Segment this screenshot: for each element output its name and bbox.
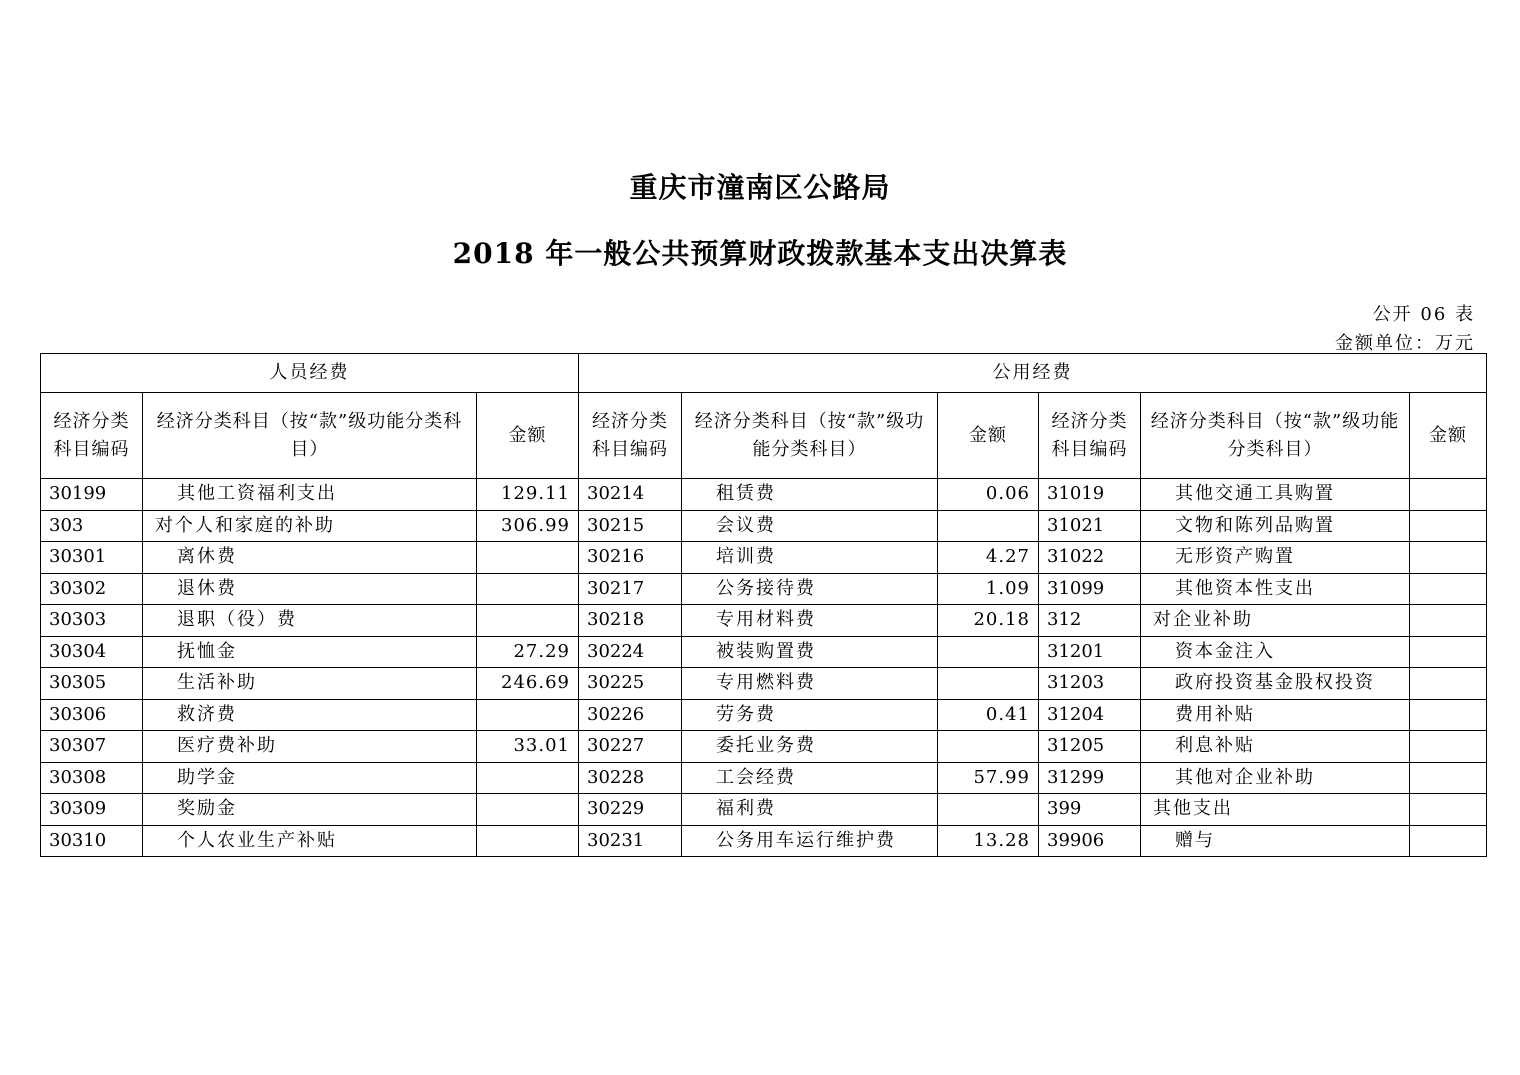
header-code: 经济分类科目编码 [579,393,682,479]
cell-code: 30301 [41,542,143,574]
cell-code: 30226 [579,699,682,731]
cell-name: 救济费 [143,699,477,731]
cell-amount: 27.29 [477,636,579,668]
cell-name: 文物和陈列品购置 [1141,510,1410,542]
cell-code: 30217 [579,573,682,605]
cell-code: 30308 [41,762,143,794]
table-row [41,794,1487,826]
cell-name: 费用补贴 [1141,699,1410,731]
cell-amount [477,542,579,574]
cell-amount: 129.11 [477,479,579,511]
cell-amount [477,794,579,826]
cell-name: 抚恤金 [143,636,477,668]
cell-amount [1410,731,1487,763]
cell-name: 其他支出 [1141,794,1410,826]
cell-code: 30309 [41,794,143,826]
cell-name: 奖励金 [143,794,477,826]
cell-amount: 246.69 [477,668,579,700]
cell-name: 对企业补助 [1141,605,1410,637]
cell-amount [1410,825,1487,857]
cell-code: 31203 [1039,668,1141,700]
cell-code: 31099 [1039,573,1141,605]
cell-amount [1410,573,1487,605]
cell-name: 利息补贴 [1141,731,1410,763]
cell-amount [938,636,1039,668]
section-personnel: 人员经费 [41,354,579,393]
cell-name: 租赁费 [682,479,938,511]
cell-amount: 4.27 [938,542,1039,574]
cell-code: 31299 [1039,762,1141,794]
section-public: 公用经费 [579,354,1487,393]
cell-amount [1410,479,1487,511]
report-title: 2018 年一般公共预算财政拨款基本支出决算表 [452,237,1068,270]
table-row [41,605,1487,637]
cell-code: 30305 [41,668,143,700]
cell-code: 31205 [1039,731,1141,763]
cell-name: 生活补助 [143,668,477,700]
cell-code: 399 [1039,794,1141,826]
cell-code: 30228 [579,762,682,794]
cell-name: 会议费 [682,510,938,542]
cell-code: 31022 [1039,542,1141,574]
cell-code: 30227 [579,731,682,763]
cell-name: 政府投资基金股权投资 [1141,668,1410,700]
cell-name: 医疗费补助 [143,731,477,763]
cell-amount [938,731,1039,763]
cell-amount [938,668,1039,700]
cell-name: 退休费 [143,573,477,605]
cell-amount [1410,699,1487,731]
cell-amount [938,794,1039,826]
cell-amount [477,825,579,857]
cell-name: 专用燃料费 [682,668,938,700]
header-name: 经济分类科目（按“款”级功能分类科目） [1141,393,1410,479]
header-name: 经济分类科目（按“款”级功能分类科目） [143,393,477,479]
cell-code: 30231 [579,825,682,857]
cell-amount: 0.41 [938,699,1039,731]
cell-name: 其他交通工具购置 [1141,479,1410,511]
cell-code: 31019 [1039,479,1141,511]
cell-amount [477,699,579,731]
cell-name: 资本金注入 [1141,636,1410,668]
header-code: 经济分类科目编码 [41,393,143,479]
cell-amount: 0.06 [938,479,1039,511]
cell-code: 30307 [41,731,143,763]
cell-name: 福利费 [682,794,938,826]
cell-amount [477,605,579,637]
column-header-row [41,393,1487,479]
cell-code: 30306 [41,699,143,731]
header-name: 经济分类科目（按“款”级功能分类科目） [682,393,938,479]
cell-name: 工会经费 [682,762,938,794]
cell-amount: 1.09 [938,573,1039,605]
cell-code: 303 [41,510,143,542]
cell-code: 30224 [579,636,682,668]
cell-name: 劳务费 [682,699,938,731]
cell-name: 助学金 [143,762,477,794]
cell-code: 31204 [1039,699,1141,731]
cell-code: 30214 [579,479,682,511]
cell-code: 31021 [1039,510,1141,542]
table-row [41,731,1487,763]
cell-code: 30302 [41,573,143,605]
cell-name: 专用材料费 [682,605,938,637]
cell-amount: 57.99 [938,762,1039,794]
table-row [41,573,1487,605]
cell-name: 其他工资福利支出 [143,479,477,511]
cell-code: 30218 [579,605,682,637]
table-row [41,636,1487,668]
header-amount: 金额 [477,393,579,479]
cell-name: 无形资产购置 [1141,542,1410,574]
cell-name: 公务接待费 [682,573,938,605]
cell-amount [1410,668,1487,700]
cell-amount [477,573,579,605]
cell-name: 其他对企业补助 [1141,762,1410,794]
cell-name: 退职（役）费 [143,605,477,637]
cell-amount [1410,794,1487,826]
cell-name: 对个人和家庭的补助 [143,510,477,542]
header-code: 经济分类科目编码 [1039,393,1141,479]
table-row [41,510,1487,542]
cell-name: 被装购置费 [682,636,938,668]
cell-code: 30310 [41,825,143,857]
cell-code: 312 [1039,605,1141,637]
table-row [41,762,1487,794]
cell-name: 离休费 [143,542,477,574]
cell-amount [1410,542,1487,574]
cell-amount [1410,510,1487,542]
section-header-row [41,354,1487,393]
cell-amount: 306.99 [477,510,579,542]
cell-code: 30229 [579,794,682,826]
amount-unit: 金额单位：万元 [1335,333,1475,354]
cell-name: 个人农业生产补贴 [143,825,477,857]
cell-amount [1410,762,1487,794]
cell-amount [1410,636,1487,668]
form-number: 公开 06 表 [1372,304,1475,325]
cell-amount [477,762,579,794]
cell-name: 公务用车运行维护费 [682,825,938,857]
cell-name: 其他资本性支出 [1141,573,1410,605]
table-row [41,825,1487,857]
header-amount: 金额 [938,393,1039,479]
header-amount: 金额 [1410,393,1487,479]
report-title-org: 重庆市潼南区公路局 [629,171,891,204]
cell-code: 30199 [41,479,143,511]
table-row [41,542,1487,574]
table-row [41,668,1487,700]
cell-amount: 20.18 [938,605,1039,637]
cell-code: 30225 [579,668,682,700]
cell-name: 赠与 [1141,825,1410,857]
cell-amount [1410,605,1487,637]
cell-code: 30216 [579,542,682,574]
table-row [41,699,1487,731]
cell-code: 31201 [1039,636,1141,668]
cell-amount: 13.28 [938,825,1039,857]
cell-code: 30304 [41,636,143,668]
cell-amount [938,510,1039,542]
cell-name: 委托业务费 [682,731,938,763]
cell-code: 39906 [1039,825,1141,857]
cell-amount: 33.01 [477,731,579,763]
cell-name: 培训费 [682,542,938,574]
cell-code: 30303 [41,605,143,637]
expenditure-table [40,353,1487,857]
cell-code: 30215 [579,510,682,542]
table-row [41,479,1487,511]
